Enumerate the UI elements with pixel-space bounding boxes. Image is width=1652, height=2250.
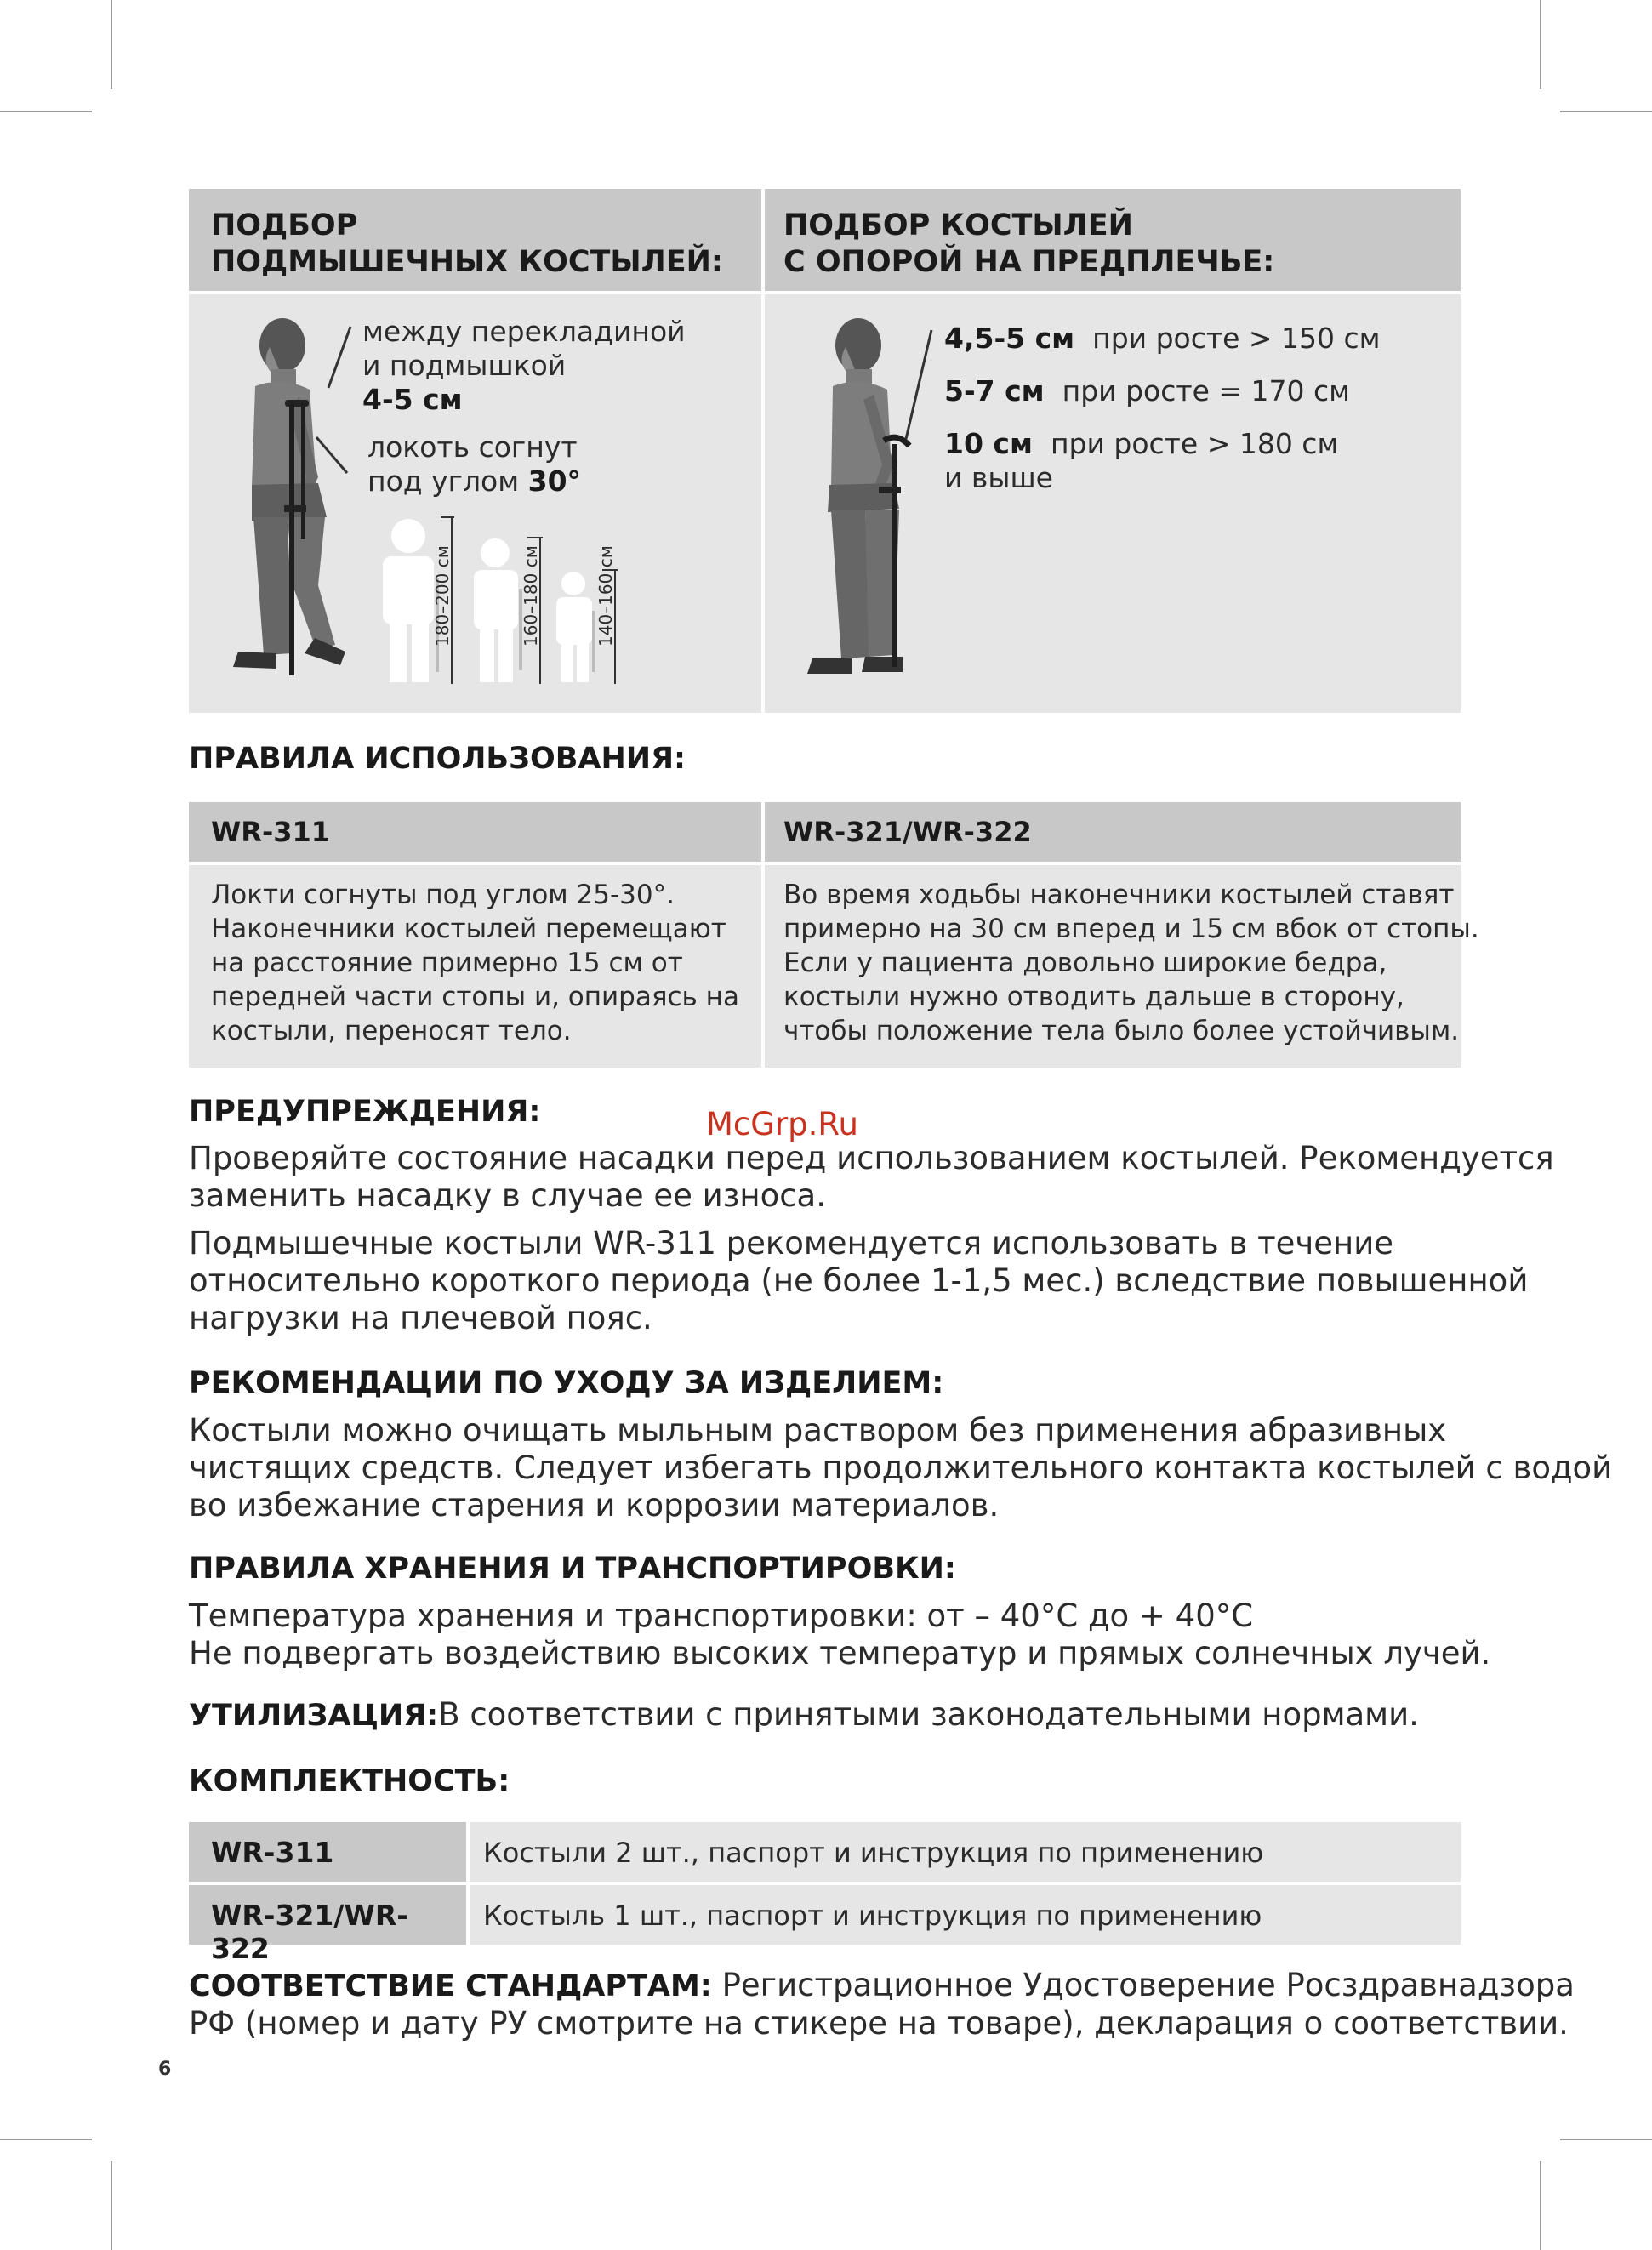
storage-line: Не подвергать воздействию высоких температур и прямых солнечных лучей. [189, 1635, 1491, 1672]
warnings-title: ПРЕДУПРЕЖДЕНИЯ: [189, 1095, 541, 1129]
standards-line2: РФ (номер и дату РУ смотрите на стикере на товаре), декларация о соответствии. [189, 2005, 1569, 2042]
man-with-axillary-crutch [233, 318, 345, 675]
usage-col1-line: Наконечники костылей перемещают [211, 914, 726, 944]
care-line: во избежание старения и коррозии материалов. [189, 1487, 1000, 1524]
warnings-para1-line: заменить насадку в случае ее износа. [189, 1177, 826, 1214]
care-line: чистящих средств. Следует избегать продолжительного контакта костылей с водой [189, 1450, 1613, 1486]
elbow-angle-line1: локоть согнут [367, 430, 578, 464]
usage-col1-line: передней части стопы и, опираясь на [211, 982, 739, 1012]
underarm-gap-note [362, 315, 686, 417]
usage-col1-line: Локти согнуты под углом 25-30°. [211, 880, 675, 910]
height-label-tall: 180–200 см [432, 545, 453, 647]
standards-line1: Регистрационное Удостоверение Росздравнадзора [721, 1967, 1575, 2003]
forearm-header-line1: ПОДБОР КОСТЫЛЕЙ [783, 208, 1133, 242]
warnings-para1-line: Проверяйте состояние насадки перед использованием костылей. Рекомендуется [189, 1140, 1554, 1176]
storage-title: ПРАВИЛА ХРАНЕНИЯ И ТРАНСПОРТИРОВКИ: [189, 1552, 956, 1586]
page-number: 6 [158, 2059, 172, 2080]
usage-col1-line: костыли, переносят тело. [211, 1016, 572, 1046]
crop-mark [111, 0, 112, 89]
kit-row-model [189, 1822, 466, 1882]
usage-col1-header-text: WR-311 [211, 816, 331, 848]
kit-row-model [189, 1885, 466, 1965]
disposal-title: УТИЛИЗАЦИЯ: [189, 1699, 439, 1733]
forearm-note-text-3: при росте > 180 см [1050, 427, 1339, 460]
usage-col1-text [211, 878, 739, 1048]
storage-line: Температура хранения и транспортировки: от – 40°С до + 40°С [189, 1598, 1254, 1634]
forearm-note-value-1: 4,5-5 см [944, 322, 1075, 355]
callout-line [316, 437, 347, 473]
watermark: McGrp.Ru [706, 1106, 858, 1142]
warnings-para1 [189, 1140, 1554, 1215]
warnings-para2-line: нагрузки на плечевой пояс. [189, 1300, 652, 1336]
usage-col1-header [189, 802, 761, 862]
usage-col2-text [783, 878, 1479, 1048]
height-label-short: 140–160 см [595, 545, 616, 647]
kit-row-contents [470, 1885, 1461, 1945]
usage-col2-line: примерно на 30 см вперед и 15 см вбок от стопы. [783, 914, 1479, 944]
kit-model-label: WR-311 [211, 1836, 334, 1869]
elbow-angle-prefix: под углом [367, 464, 520, 498]
axillary-header-line2: ПОДМЫШЕЧНЫХ КОСТЫЛЕЙ: [211, 245, 723, 279]
warnings-para2-line: Подмышечные костыли WR-311 рекомендуется использовать в течение [189, 1225, 1394, 1262]
forearm-height-notes [944, 322, 1381, 495]
usage-col2-line: Если у пациента довольно широкие бедра, [783, 948, 1387, 978]
care-line: Костыли можно очищать мыльным раствором без применения абразивных [189, 1412, 1447, 1449]
callout-line [328, 327, 350, 388]
kit-model-label: WR-321/WR-322 [211, 1899, 408, 1965]
kit-title: КОМПЛЕКТНОСТЬ: [189, 1764, 510, 1798]
care-title: РЕКОМЕНДАЦИИ ПО УХОДУ ЗА ИЗДЕЛИЕМ: [189, 1366, 944, 1400]
kit-row-contents [470, 1822, 1461, 1882]
usage-col2-line: костыли нужно отводить дальше в сторону, [783, 982, 1404, 1012]
forearm-note-value-2: 5-7 см [944, 374, 1045, 407]
kit-contents-text: Костыль 1 шт., паспорт и инструкция по применению [483, 1900, 1262, 1932]
forearm-note-text-2: при росте = 170 см [1062, 374, 1351, 407]
standards-title: СООТВЕТСТВИЕ СТАНДАРТАМ: [189, 1969, 712, 2003]
care-text [189, 1412, 1612, 1524]
warnings-para2 [189, 1225, 1528, 1337]
usage-col2-line: чтобы положение тела было более устойчивым. [783, 1016, 1460, 1046]
storage-text [189, 1598, 1490, 1672]
crop-mark [1540, 0, 1541, 89]
disposal-text: В соответствии с принятыми законодательными нормами. [438, 1696, 1419, 1733]
axillary-header [189, 189, 761, 291]
crop-mark [1560, 111, 1652, 112]
crop-mark [1540, 2161, 1541, 2250]
man-with-forearm-crutch [807, 318, 909, 674]
elbow-angle-note [367, 430, 581, 498]
usage-col2-header [765, 802, 1461, 862]
elbow-angle-value: 30° [527, 464, 582, 498]
forearm-header-line2: С ОПОРОЙ НА ПРЕДПЛЕЧЬЕ: [783, 245, 1275, 279]
underarm-gap-line2: и подмышкой [362, 349, 567, 382]
axillary-header-line1: ПОДБОР [211, 208, 358, 242]
warnings-para2-line: относительно короткого периода (не более 1-1,5 мес.) вследствие повышенной [189, 1262, 1529, 1299]
usage-col2-line: Во время ходьбы наконечники костылей ставят [783, 880, 1455, 910]
disposal-paragraph [189, 1696, 1419, 1733]
crop-mark [0, 111, 92, 112]
underarm-gap-value: 4-5 см [362, 383, 463, 416]
kit-contents-text: Костыли 2 шт., паспорт и инструкция по применению [483, 1837, 1264, 1869]
usage-title: ПРАВИЛА ИСПОЛЬЗОВАНИЯ: [189, 742, 686, 776]
standards-paragraph [189, 1967, 1575, 2042]
crop-mark [1560, 2139, 1652, 2140]
forearm-header [765, 189, 1461, 291]
callout-line [906, 330, 931, 439]
usage-col2-header-text: WR-321/WR-322 [783, 816, 1032, 848]
height-label-medium: 160–180 см [521, 545, 541, 647]
underarm-gap-line1: между перекладиной [362, 315, 686, 348]
forearm-note-tail: и выше [944, 461, 1053, 494]
forearm-note-text-1: при росте > 150 см [1092, 322, 1381, 355]
crop-mark [0, 2139, 92, 2140]
forearm-note-value-3: 10 см [944, 427, 1033, 460]
crop-mark [111, 2161, 112, 2250]
usage-col1-line: на расстояние примерно 15 см от [211, 948, 683, 978]
